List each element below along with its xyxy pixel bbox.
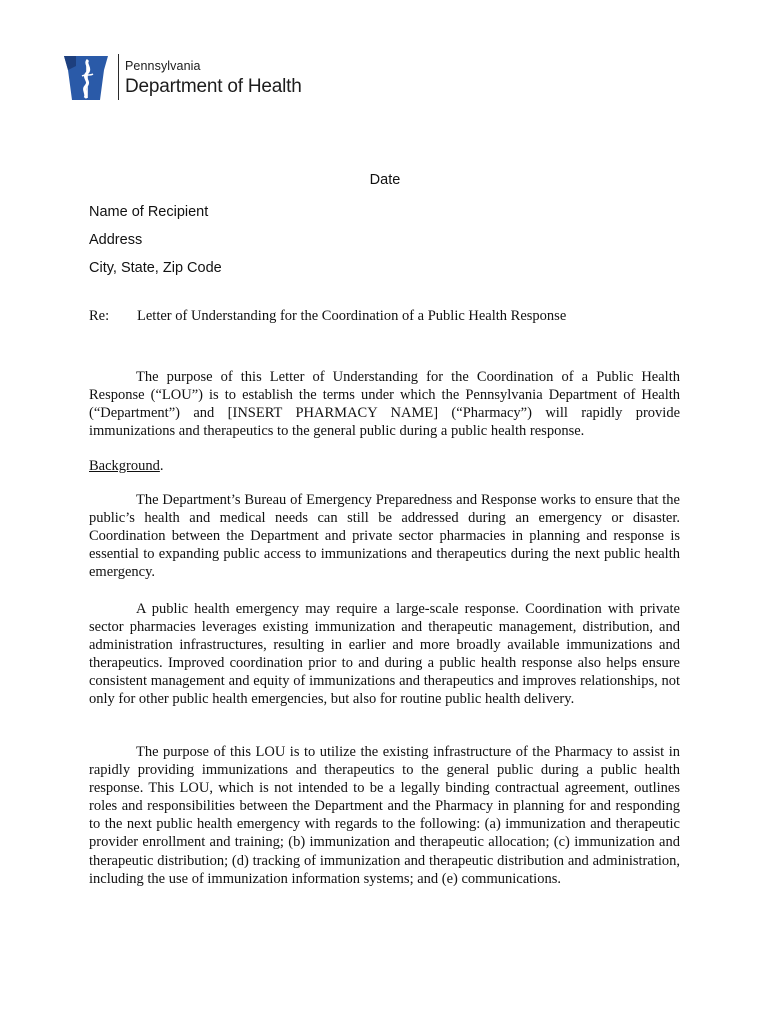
background-heading-period: . — [159, 458, 164, 474]
paragraph-large-scale-response: A public health emergency may require a large-scale response. Coordination with private sector pharmacies leverages existing immunization and therapeutic management, distribution, and administration infrastructures, resulting in earlier and more broadly available immunizations and therapeutics. Improved coordination prior to and during a public health response also helps ensure consistent management and equity of immunizations and therapeutics and improves relationships, not only for other public health emergencies, but also for routine public health delivery. — [89, 601, 680, 708]
paragraph-purpose: The purpose of this Letter of Understanding for the Coordination of a Public Health Response (“LOU”) is to establish the terms under which the Pennsylvania Department of Health (“Department”) and [INSERT PHARMACY NAME] (“Pharmacy”) will rapidly provide immunizations and therapeutics to the general public during a public health response. — [89, 369, 680, 440]
recipient-city-state-zip: City, State, Zip Code — [89, 260, 222, 276]
logo-divider — [118, 54, 119, 100]
paragraph-bureau: The Department’s Bureau of Emergency Preparedness and Response works to ensure that the public’s health and medical needs can still be addressed during an emergency or disaster. Coordination between the Department and private sector pharmacies in planning and response is essential to expanding public access to immunizations and therapeutics during the next public health emergency. — [89, 492, 680, 581]
department-logo — [62, 54, 302, 104]
subject-line — [89, 307, 689, 325]
recipient-address: Address — [89, 232, 143, 248]
logo-department-name: Department of Health — [125, 76, 302, 97]
subject-label: Re: — [89, 308, 110, 324]
logo-state-name: Pennsylvania — [125, 59, 201, 73]
logo-wordmark — [125, 54, 302, 98]
recipient-name: Name of Recipient — [89, 204, 209, 220]
keystone-logo-icon — [62, 54, 110, 102]
background-heading-text: Background — [89, 458, 160, 474]
letter-date: Date — [369, 172, 401, 188]
section-heading-background — [89, 457, 680, 475]
paragraph-lou-purpose: The purpose of this LOU is to utilize the existing infrastructure of the Pharmacy to assist in rapidly providing immunizations and therapeutics to the general public during a public health response. This LOU, which is not intended to be a legally binding contractual agreement, outlines roles and responsibilities between the Department and the Pharmacy in planning for and responding to the next public health emergency with regards to the following: (a) immunization and therapeutic provider enrollment and training; (b) immunization and therapeutic allocation; (c) immunization and therapeutic distribution; (d) tracking of immunization and therapeutic distribution and administration, including the use of immunization information systems; and (e) communications. — [89, 744, 680, 887]
subject-text: Letter of Understanding for the Coordination of a Public Health Response — [137, 308, 567, 324]
